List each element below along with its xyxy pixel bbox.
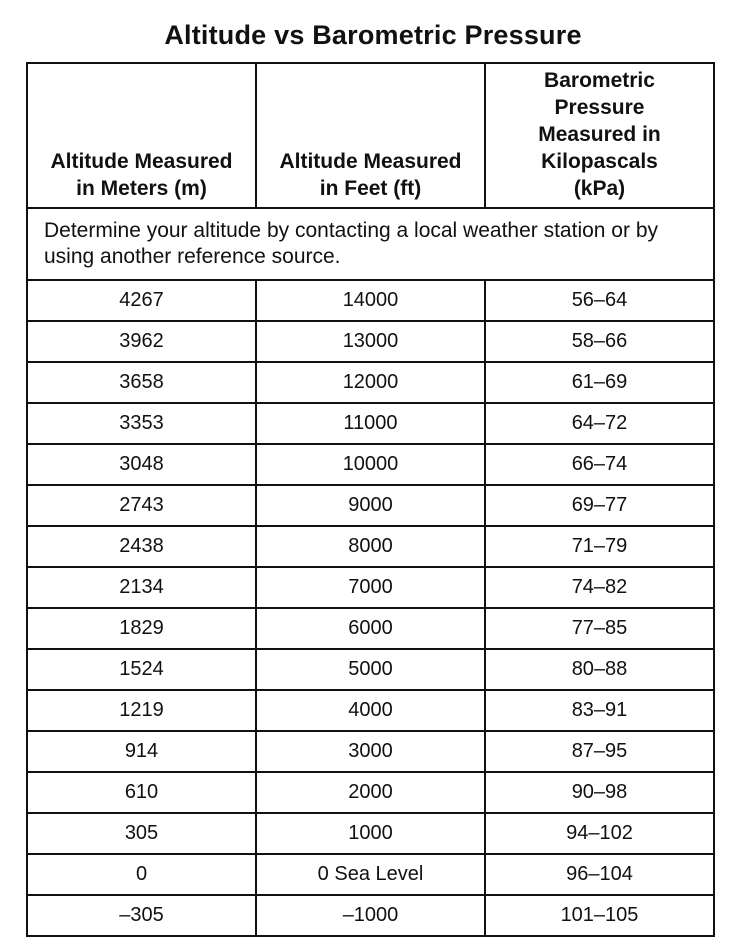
page-title: Altitude vs Barometric Pressure — [164, 20, 582, 50]
feet-cell: 4000 — [256, 690, 485, 731]
header-row — [27, 63, 714, 208]
table-row — [27, 813, 714, 854]
header-pressure: Barometric Pressure Measured in Kilopascals (kPa) — [485, 63, 714, 208]
pressure-cell: 77–85 — [485, 608, 714, 649]
meters-cell: 610 — [27, 772, 256, 813]
meters-cell: 0 — [27, 854, 256, 895]
meters-cell: 2743 — [27, 485, 256, 526]
feet-cell: 12000 — [256, 362, 485, 403]
feet-cell: 6000 — [256, 608, 485, 649]
pressure-cell: 80–88 — [485, 649, 714, 690]
table-row — [27, 854, 714, 895]
meters-cell: 2134 — [27, 567, 256, 608]
pressure-cell: 90–98 — [485, 772, 714, 813]
feet-cell: 9000 — [256, 485, 485, 526]
pressure-cell: 69–77 — [485, 485, 714, 526]
meters-cell: 4267 — [27, 280, 256, 321]
meters-cell: 1829 — [27, 608, 256, 649]
header-feet: Altitude Measured in Feet (ft) — [256, 63, 485, 208]
header-meters: Altitude Measured in Meters (m) — [27, 63, 256, 208]
feet-cell: 13000 — [256, 321, 485, 362]
feet-cell: 10000 — [256, 444, 485, 485]
feet-cell: 2000 — [256, 772, 485, 813]
altitude-pressure-table — [26, 62, 715, 937]
meters-cell: 1524 — [27, 649, 256, 690]
note-text: Determine your altitude by contacting a local weather station or by using another reference source. — [27, 208, 714, 280]
table-row — [27, 772, 714, 813]
table-row — [27, 690, 714, 731]
feet-cell: 14000 — [256, 280, 485, 321]
pressure-cell: 87–95 — [485, 731, 714, 772]
feet-cell: 5000 — [256, 649, 485, 690]
feet-cell: 1000 — [256, 813, 485, 854]
feet-cell: 7000 — [256, 567, 485, 608]
feet-cell: 3000 — [256, 731, 485, 772]
pressure-cell: 83–91 — [485, 690, 714, 731]
feet-cell: 0 Sea Level — [256, 854, 485, 895]
pressure-cell: 96–104 — [485, 854, 714, 895]
table-row — [27, 321, 714, 362]
pressure-cell: 56–64 — [485, 280, 714, 321]
pressure-cell: 66–74 — [485, 444, 714, 485]
feet-cell: 8000 — [256, 526, 485, 567]
feet-cell: –1000 — [256, 895, 485, 936]
table-row — [27, 280, 714, 321]
table-row — [27, 485, 714, 526]
feet-cell: 11000 — [256, 403, 485, 444]
table-row — [27, 608, 714, 649]
note-row — [27, 208, 714, 280]
table-row — [27, 731, 714, 772]
table-row — [27, 895, 714, 936]
pressure-cell: 94–102 — [485, 813, 714, 854]
table-row — [27, 649, 714, 690]
table-row — [27, 526, 714, 567]
table-row — [27, 444, 714, 485]
meters-cell: 3353 — [27, 403, 256, 444]
pressure-cell: 74–82 — [485, 567, 714, 608]
pressure-cell: 58–66 — [485, 321, 714, 362]
pressure-cell: 101–105 — [485, 895, 714, 936]
table-row — [27, 362, 714, 403]
meters-cell: 3658 — [27, 362, 256, 403]
meters-cell: 305 — [27, 813, 256, 854]
pressure-cell: 61–69 — [485, 362, 714, 403]
meters-cell: 3962 — [27, 321, 256, 362]
pressure-cell: 71–79 — [485, 526, 714, 567]
meters-cell: 2438 — [27, 526, 256, 567]
table-row — [27, 403, 714, 444]
pressure-cell: 64–72 — [485, 403, 714, 444]
meters-cell: 3048 — [27, 444, 256, 485]
meters-cell: 914 — [27, 731, 256, 772]
table-row — [27, 567, 714, 608]
meters-cell: –305 — [27, 895, 256, 936]
meters-cell: 1219 — [27, 690, 256, 731]
